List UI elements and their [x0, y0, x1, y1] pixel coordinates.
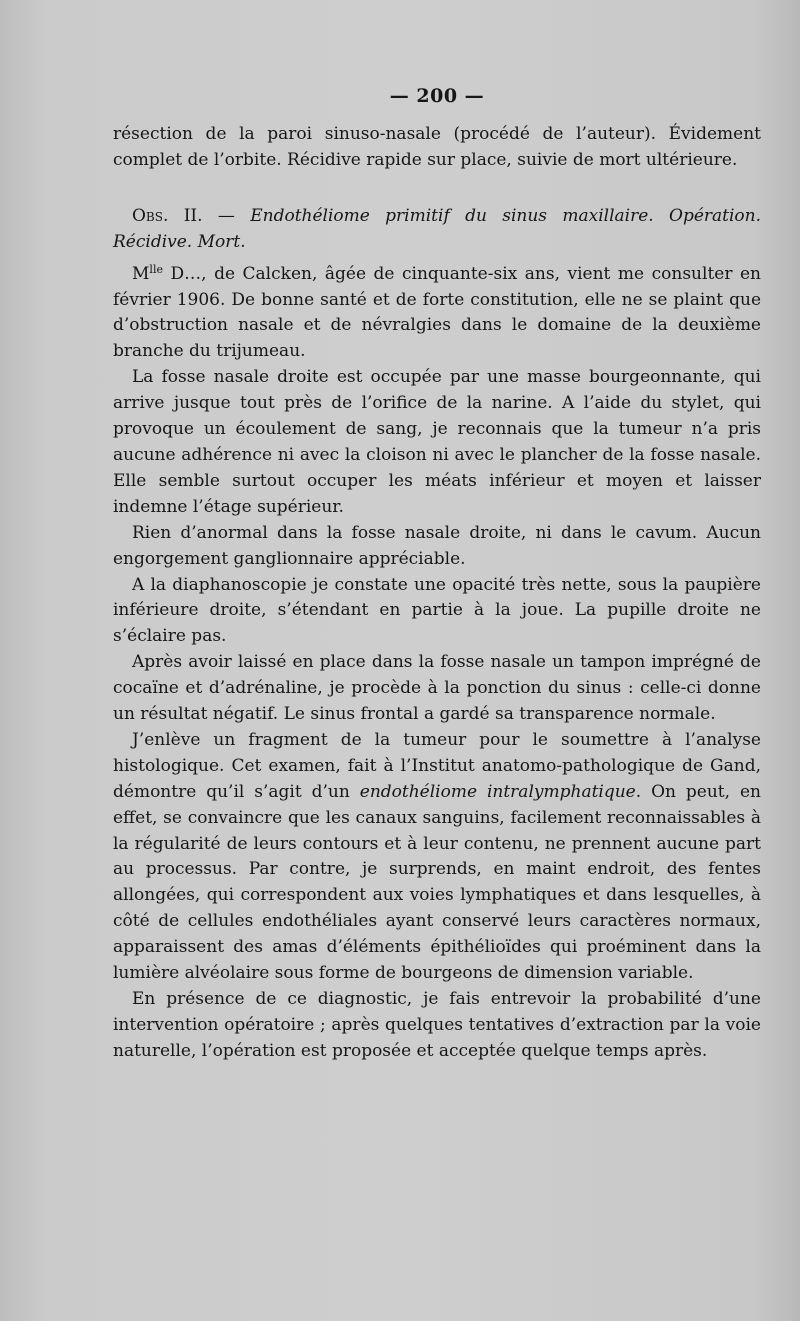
document-page [113, 82, 761, 1065]
histology-text-after: . On peut, en effet, se convaincre que les canaux sanguins, facilement reconnaissables à la régularité de leurs contours et à leur contenu, ne prennent aucune part au processus. Par contre, je surprends, en maint endroit, des fentes allongées, qui correspondent aux voies lymphatiques et dans lesquelles, à côté de cellules endothéliales ayant conservé leurs caractères normaux, apparaissent des amas d’éléments épithélioïdes qui proéminent dans la lumière alvéolaire sous forme de bourgeons de dimension variable. [113, 781, 761, 984]
body-paragraph: Rien d’anormal dans la fosse nasale droite, ni dans le cavum. Aucun engorgement ganglionnaire appréciable. [113, 522, 761, 569]
continuation-paragraph: résection de la paroi sinuso-nasale (procédé de l’auteur). Évidement complet de l’orbite. Récidive rapide sur place, suivie de mort ultérieure. [113, 124, 761, 170]
observation-title: Endothéliome primitif du sinus maxillaire. Opération. Récidive. Mort. [113, 205, 761, 252]
body-paragraph: A la diaphanoscopie je constate une opacité très nette, sous la paupière inférieure droite, s’étendant en partie à la joue. La pupille droite ne s’éclaire pas. [113, 574, 761, 647]
observation-heading [113, 204, 761, 256]
body-paragraph: La fosse nasale droite est occupée par une masse bourgeonnante, qui arrive jusque tout près de l’orifice de la narine. A l’aide du stylet, qui provoque un écoulement de sang, je reconnais que la tumeur n’a pris aucune adhérence ni avec la cloison ni avec le plancher de la fosse nasale. Elle semble surtout occuper les méats inférieur et moyen et laisser indemne l’étage supérieur. [113, 367, 761, 517]
histology-text-before: J’enlève un fragment de la tumeur pour le soumettre à l’analyse histologique. Cet examen, fait à l’Institut anatomo-pathologique de Gand, démontre qu’il s’agit d’un [113, 729, 761, 802]
patient-title-prefix: M [132, 263, 150, 284]
body-paragraph: Après avoir laissé en place dans la fosse nasale un tampon imprégné de cocaïne et d’adrénaline, je procède à la ponction du sinus : celle-ci donne un résultat négatif. Le sinus frontal a gardé sa transparence normale. [113, 652, 761, 725]
diagnosis-emphasis: endothéliome intralymphatique [359, 781, 636, 802]
histology-paragraph [113, 728, 761, 987]
patient-title-superscript: lle [149, 262, 163, 276]
patient-intro-text: D…, de Calcken, âgée de cinquante-six ans, vient me consulter en février 1906. De bonne santé et de forte constitution, elle ne se plaint que d’obstruction nasale et de névralgies dans le domaine de la deuxième branche du trijumeau. [113, 263, 761, 362]
patient-intro-paragraph [113, 262, 761, 366]
observation-label: Obs. II. — [132, 205, 235, 226]
closing-paragraph: En présence de ce diagnostic, je fais entrevoir la probabilité d’une intervention opératoire ; après quelques tentatives d’extraction par la voie naturelle, l’opération est proposée et acceptée quelque temps après. [113, 989, 761, 1061]
page-number: — 200 — [389, 85, 485, 107]
